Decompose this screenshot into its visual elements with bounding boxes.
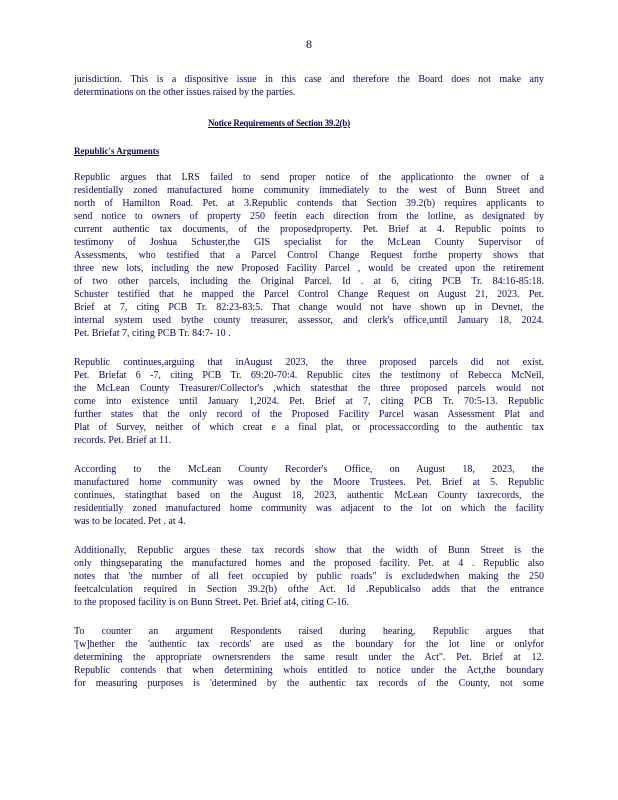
para4-line: only thingseparating the manufactured homes and the proposed facility. Pet. at 4 . Republic also: [74, 558, 544, 569]
subsection-heading: Republic's Arguments: [74, 146, 160, 156]
para5-line: To counter an argument Respondents raised during hearing, Republic argues that: [74, 626, 544, 637]
para5-line: Republic contends that when determining whois entitled to notice under the Act,the boundary: [74, 665, 544, 676]
para1-line: residentially zoned manufactured home community immediately to the west of Bunn Street and: [74, 185, 544, 196]
para2-line: the McLean County Treasurer/Collector's ,which statesthat the three proposed parcels would not: [74, 383, 544, 394]
para2-line: Plat of Survey, neither of which creat e a final plat, or processaccording to the authentic tax: [74, 422, 544, 433]
para4-line: feetcalculation required in Section 39.2(b) ofthe Act. Id .Republicalso adds that the entrance: [74, 584, 544, 595]
para1-line: of two other parcels, including the Original Parcel. Id . at 6, citing PCB Tr. 84:16-85:18.: [74, 276, 544, 287]
para2-line: further states that the only record of the Proposed Facility Parcel wasan Assessment Plat and: [74, 409, 544, 420]
para2-line: come into existence until January 1,2024. Pet. Brief at 7, citing PCB Tr. 70:5-13. Republic: [74, 396, 544, 407]
para5-line: determining the appropriate ownersrenders the same result under the Act". Pet. Brief at 12.: [74, 652, 544, 663]
intro-line-2: determinations on the other issues raised by the parties.: [74, 87, 296, 98]
para1-line: internal system used bythe county treasurer, assessor, and clerk's office,until January 18, 2024.: [74, 315, 544, 326]
intro-line-1: jurisdiction. This is a dispositive issue in this case and therefore the Board does not make any: [74, 74, 544, 85]
para2-line: Republic continues,arguing that inAugust 2023, the three proposed parcels did not exist.: [74, 357, 544, 368]
para5-line: '[w]hether the 'authentic tax records' are used as the boundary for the lot line or onlyfor: [74, 639, 544, 650]
para1-line: Republic argues that LRS failed to send proper notice of the applicationto the owner of a: [74, 172, 544, 183]
para3-line: continues, statingthat based on the August 18, 2023, authentic McLean County taxrecords, the: [74, 490, 544, 501]
para1-line: current authentic tax documents, of the proposedproperty. Pet. Brief at 4. Republic points to: [74, 224, 544, 235]
para5-line: for measuring purposes is 'determined by the authentic tax records of the County, not some: [74, 678, 544, 689]
para1-line: north of Hamilton Road. Pet. at 3.Republic contends that Section 39.2(b) requires applicants to: [74, 198, 544, 209]
para3-line: manufactured home community was owned by the Moore Trustees. Pet. Brief at 5. Republic: [74, 477, 544, 488]
para4-line: notes that 'the number of all feet occupied by public roads" is excludedwhen making the 250: [74, 571, 544, 582]
para1-line: testimony of Joshua Schuster,the GIS specialist for the McLean County Supervisor of: [74, 237, 544, 248]
para4-line: Additionally, Republic argues these tax records show that the width of Bunn Street is the: [74, 545, 544, 556]
para2-line: records. Pet. Brief at 11.: [74, 435, 172, 446]
para3-line: According to the McLean County Recorder's Office, on August 18, 2023, the: [74, 464, 544, 475]
page-number: 8: [306, 37, 312, 51]
para4-line: to the proposed facility is on Bunn Street. Pet. Brief at4, citing C-16.: [74, 597, 349, 608]
para3-line: was to be located. Pet . at 4.: [74, 516, 186, 527]
para1-line: Pet. Briefat 7, citing PCB Tr. 84:7- 10 .: [74, 328, 231, 339]
para2-line: Pet. Briefat 6 -7, citing PCB Tr. 69:20-70:4. Republic cites the testimony of Rebecca McNeil,: [74, 370, 544, 381]
para3-line: residentially zoned manufactured home community was adjacent to the lot on which the facility: [74, 503, 544, 514]
para1-line: Assessments, who testified that a Parcel Control Change Request forthe property shows that: [74, 250, 544, 261]
section-heading: Notice Requirements of Section 39.2(b): [208, 118, 350, 128]
para1-line: Brief at 7, citing PCB Tr. 82:23-83:5. That change would not have shown up in Devnet, the: [74, 302, 544, 313]
para1-line: send notice to owners of property 250 feetin each direction from the lotline, as designated by: [74, 211, 544, 222]
para1-line: three new lots, including the new Proposed Facility Parcel , would be created upon the retirement: [74, 263, 544, 274]
para1-line: Schuster testified that he mapped the Parcel Control Change Request on August 21, 2023. Pet.: [74, 289, 544, 300]
